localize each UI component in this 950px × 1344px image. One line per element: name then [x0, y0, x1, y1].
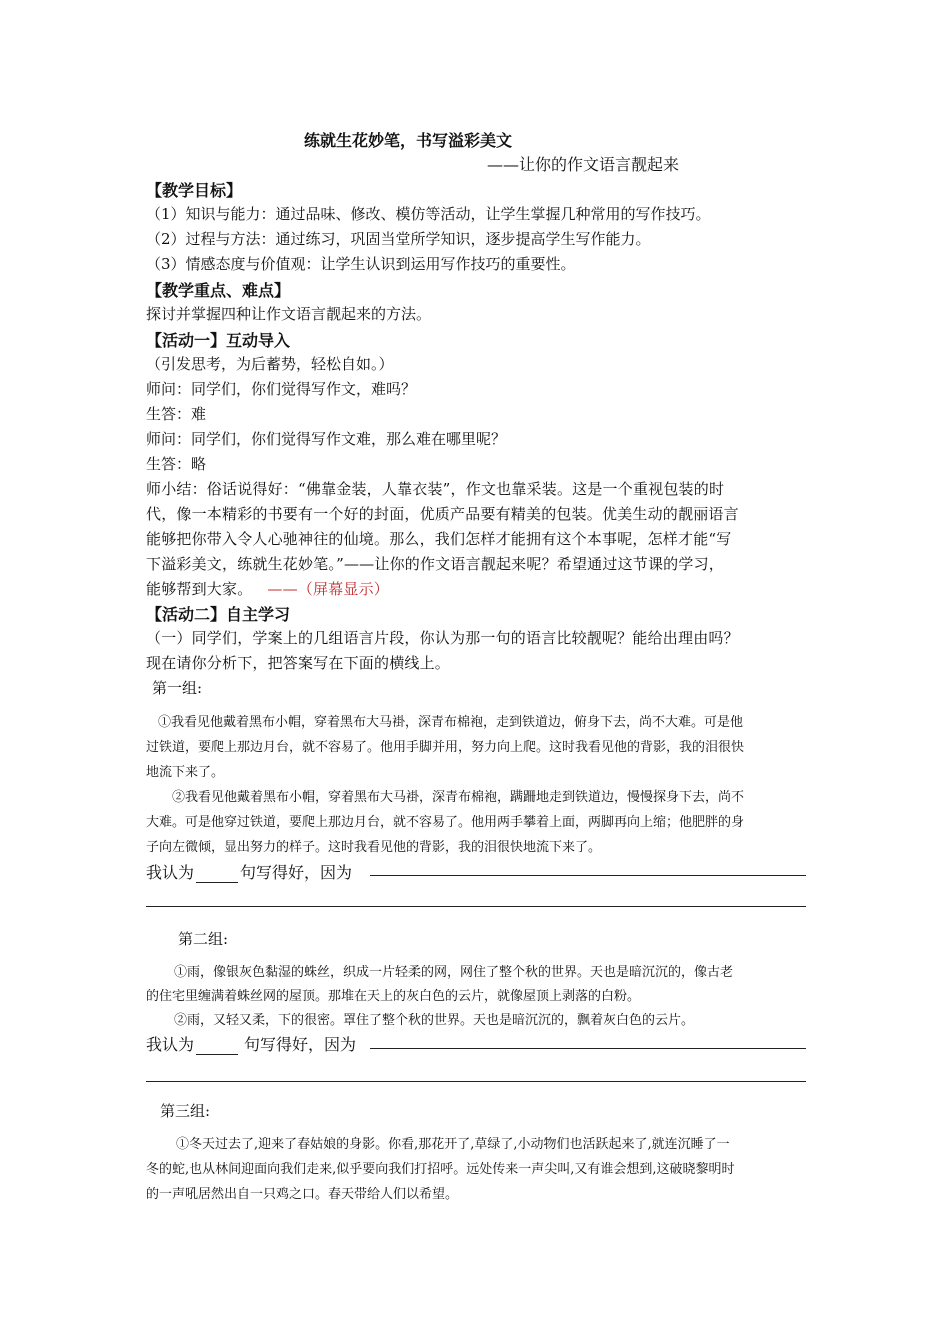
- answer-prefix: 我认为: [146, 1035, 195, 1054]
- screen-display-note: ——（屏幕显示）: [267, 580, 389, 598]
- answer-line-2a[interactable]: [370, 1048, 806, 1049]
- activity2-heading: 【活动二】自主学习: [146, 605, 291, 624]
- document-title: 练就生花妙笔，书写溢彩美文: [304, 131, 513, 150]
- summary-last: 能够帮到大家。: [146, 580, 253, 598]
- answer-blank-2[interactable]: [196, 1040, 238, 1055]
- answer-blank-1[interactable]: [196, 868, 238, 883]
- group1-p2-line3: 子向左微倾，显出努力的样子。这时我看见他的背影，我的泪很快地流下来了。: [146, 840, 602, 855]
- group2-answer-row: [146, 1032, 356, 1055]
- activity1-note: （引发思考，为后蓄势，轻松自如。）: [146, 355, 394, 373]
- group2-p1-line2: 的住宅里缠满着蛛丝网的屋顶。那堆在天上的灰白色的云片，就像屋顶上剥落的白粉。: [146, 989, 641, 1004]
- focus-heading: 【教学重点、难点】: [146, 281, 291, 300]
- goals-heading: 【教学目标】: [146, 181, 243, 200]
- group1-p1-line1: ①我看见他戴着黑布小帽，穿着黑布大马褂，深青布棉袍，走到铁道边，俯身下去，尚不大难。可是他: [158, 715, 744, 730]
- focus-text: 探讨并掌握四种让作文语言靓起来的方法。: [146, 305, 432, 323]
- activity1-heading: 【活动一】互动导入: [146, 331, 291, 350]
- summary-line-4: 下溢彩美文，练就生花妙笔。”——让你的作文语言靓起来呢？希望通过这节课的学习，: [146, 555, 724, 573]
- group3-p1-line1: ①冬天过去了,迎来了春姑娘的身影。你看,那花开了,草绿了,小动物们也活跃起来了,就连沉睡了一: [176, 1137, 730, 1152]
- goal-item-1: （1）知识与能力：通过品味、修改、模仿等活动，让学生掌握几种常用的写作技巧。: [146, 205, 711, 223]
- group1-p1-line2: 过铁道，要爬上那边月台，就不容易了。他用手脚并用，努力向上爬。这时我看见他的背影，我的泪很快: [146, 740, 745, 755]
- summary-line-1: 师小结：俗话说得好：“佛靠金装，人靠衣装”，作文也靠采装。这是一个重视包装的时: [146, 480, 725, 498]
- answer-line-2b[interactable]: [146, 1081, 806, 1082]
- dialogue-line-4: 生答：略: [146, 455, 207, 473]
- answer-line-1a[interactable]: [370, 875, 806, 876]
- group1-p2-line1: ②我看见他戴着黑布小帽，穿着黑布大马褂，深青布棉袍，蹒跚地走到铁道边，慢慢探身下去，尚不: [172, 790, 745, 805]
- answer-line-1b[interactable]: [146, 906, 806, 907]
- group2-p1-line1: ①雨，像银灰色黏湿的蛛丝，织成一片轻柔的网，网住了整个秋的世界。天也是暗沉沉的，像古老: [174, 965, 734, 980]
- summary-line-3: 能够把你带入令人心驰神往的仙境。那么，我们怎样才能拥有这个本事呢，怎样才能“写: [146, 530, 732, 548]
- dialogue-line-3: 师问：同学们，你们觉得写作文难，那么难在哪里呢？: [146, 430, 507, 448]
- group1-label: 第一组:: [152, 679, 203, 697]
- group2-label: 第二组:: [178, 930, 229, 948]
- group1-answer-row: [146, 860, 352, 883]
- group2-p2: ②雨，又轻又柔，下的很密。罩住了整个秋的世界。天也是暗沉沉的，飘着灰白色的云片。: [174, 1013, 695, 1028]
- answer-mid: 句写得好，因为: [240, 863, 353, 882]
- document-subtitle: ——让你的作文语言靓起来: [487, 155, 680, 174]
- group1-p1-line3: 地流下来了。: [146, 765, 225, 780]
- answer-mid: 句写得好，因为: [244, 1035, 357, 1054]
- answer-prefix: 我认为: [146, 863, 195, 882]
- group3-label: 第三组:: [160, 1102, 211, 1120]
- activity2-intro-2: 现在请你分析下，把答案写在下面的横线上。: [146, 654, 451, 672]
- summary-line-5: [146, 578, 389, 599]
- dialogue-line-1: 师问：同学们，你们觉得写作文，难吗？: [146, 380, 417, 398]
- activity2-intro-1: （一）同学们，学案上的几组语言片段，你认为那一句的语言比较靓呢？能给出理由吗？: [146, 629, 739, 647]
- goal-item-2: （2）过程与方法：通过练习，巩固当堂所学知识，逐步提高学生写作能力。: [146, 230, 651, 248]
- dialogue-line-2: 生答：难: [146, 405, 207, 423]
- goal-item-3: （3）情感态度与价值观：让学生认识到运用写作技巧的重要性。: [146, 255, 576, 273]
- group3-p1-line3: 的一声吼居然出自一只鸡之口。春天带给人们以希望。: [146, 1187, 459, 1202]
- group1-p2-line2: 大难。可是他穿过铁道，要爬上那边月台，就不容易了。他用两手攀着上面，两脚再向上缩；他肥胖的身: [146, 815, 745, 830]
- group3-p1-line2: 冬的蛇,也从林间迎面向我们走来,似乎要向我们打招呼。远处传来一声尖叫,又有谁会想到,这破晓黎明时: [146, 1162, 735, 1177]
- summary-line-2: 代，像一本精彩的书要有一个好的封面，优质产品要有精美的包装。优美生动的靓丽语言: [146, 505, 739, 523]
